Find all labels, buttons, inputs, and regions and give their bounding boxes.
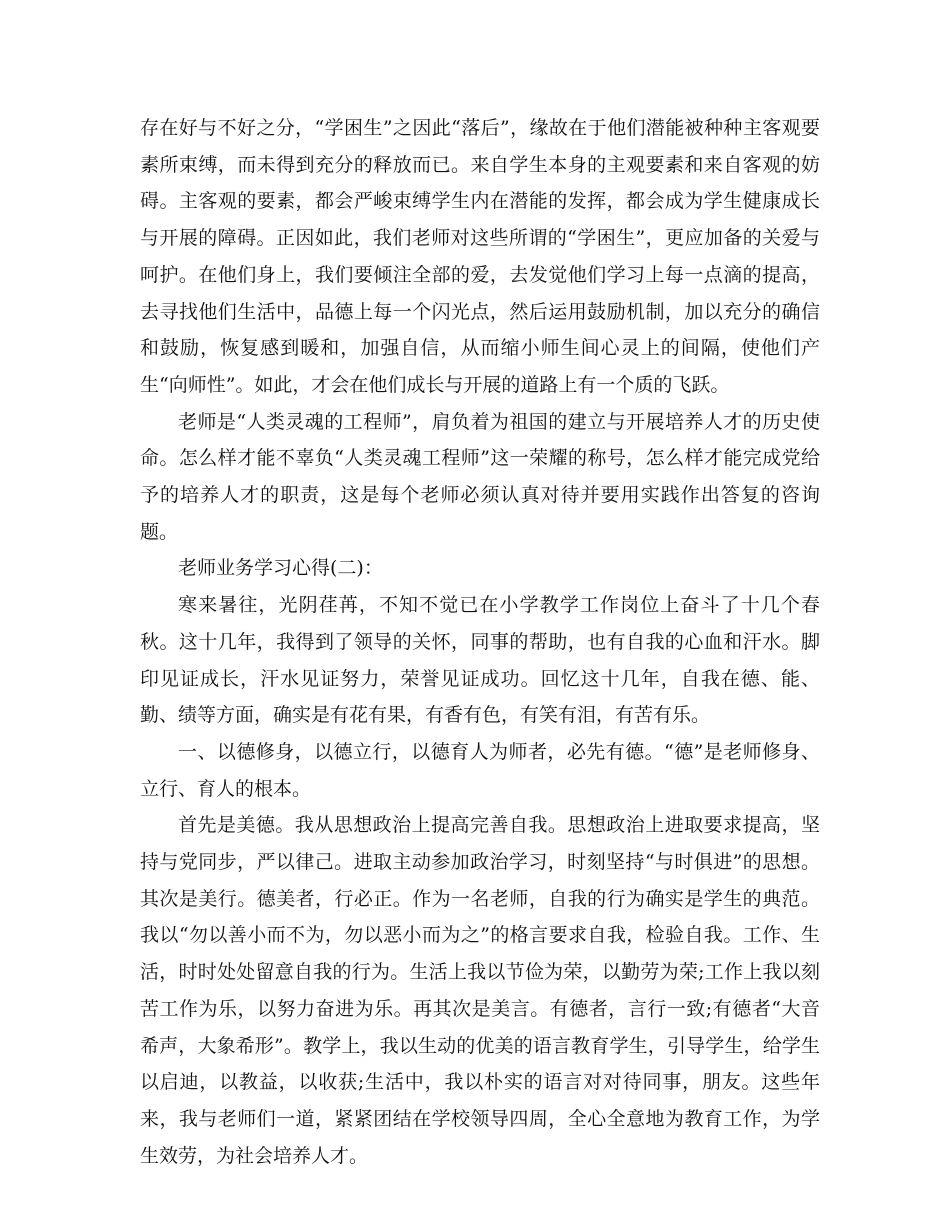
paragraph-1: 存在好与不好之分，“学困生”之因此“落后”，缘故在于他们潜能被种种主客观要素所束缚，而未得到充分的释放而已。来自学生本身的主观要素和来自客观的妨碍。主客观的要素，都会严峻束缚学生内在潜能的发挥，都会成为学生健康成长与开展的障碍。正因如此，我们老师对这些所谓的“学困生”，更应加备的关爱与呵护。在他们身上，我们要倾注全部的爱，去发觉他们学习上每一点滴的提高，去寻找他们生活中，品德上每一个闪光点，然后运用鼓励机制，加以充分的确信和鼓励，恢复感到暖和，加强自信，从而缩小师生间心灵上的间隔，使他们产生“向师性”。如此，才会在他们成长与开展的道路上有一个质的飞跃。 (140, 117, 820, 396)
paragraph-2: 老师是“人类灵魂的工程师”，肩负着为祖国的建立与开展培养人才的历史使命。怎么样才能不辜负“人类灵魂工程师”这一荣耀的称号，怎么样才能完成党给予的培养人才的职责，这是每个老师必须认真对待并要用实践作出答复的咨询题。 (140, 410, 820, 543)
section-heading: 老师业务学习心得(二)： (178, 557, 383, 580)
paragraph-3: 寒来暑往，光阴荏苒，不知不觉已在小学教学工作岗位上奋斗了十几个春秋。这十几年，我得到了领导的关怀，同事的帮助，也有自我的心血和汗水。脚印见证成长，汗水见证努力，荣誉见证成功。回忆这十几年，自我在德、能、勤、绩等方面，确实是有花有果，有香有色，有笑有泪，有苦有乐。 (140, 594, 820, 727)
document-body (140, 110, 820, 1174)
paragraph-5: 首先是美德。我从思想政治上提高完善自我。思想政治上进取要求提高，坚持与党同步，严以律己。进取主动参加政治学习，时刻坚持“与时俱进”的思想。其次是美行。德美者，行必正。作为一名老师，自我的行为确实是学生的典范。我以“勿以善小而不为，勿以恶小而为之”的格言要求自我，检验自我。工作、生活，时时处处留意自我的行为。生活上我以节俭为荣，以勤劳为荣;工作上我以刻苦工作为乐，以努力奋进为乐。再其次是美言。有德者，言行一致;有德者“大音希声，大象希形”。教学上，我以生动的优美的语言教育学生，引导学生，给学生以启迪，以教益，以收获;生活中，我以朴实的语言对对待同事，朋友。这些年来，我与老师们一道，紧紧团结在学校领导四周，全心全意地为教育工作，为学生效劳，为社会培养人才。 (140, 814, 820, 1167)
paragraph-4: 一、以德修身，以德立行，以德育人为师者，必先有德。“德”是老师修身、立行、育人的根本。 (140, 740, 820, 800)
